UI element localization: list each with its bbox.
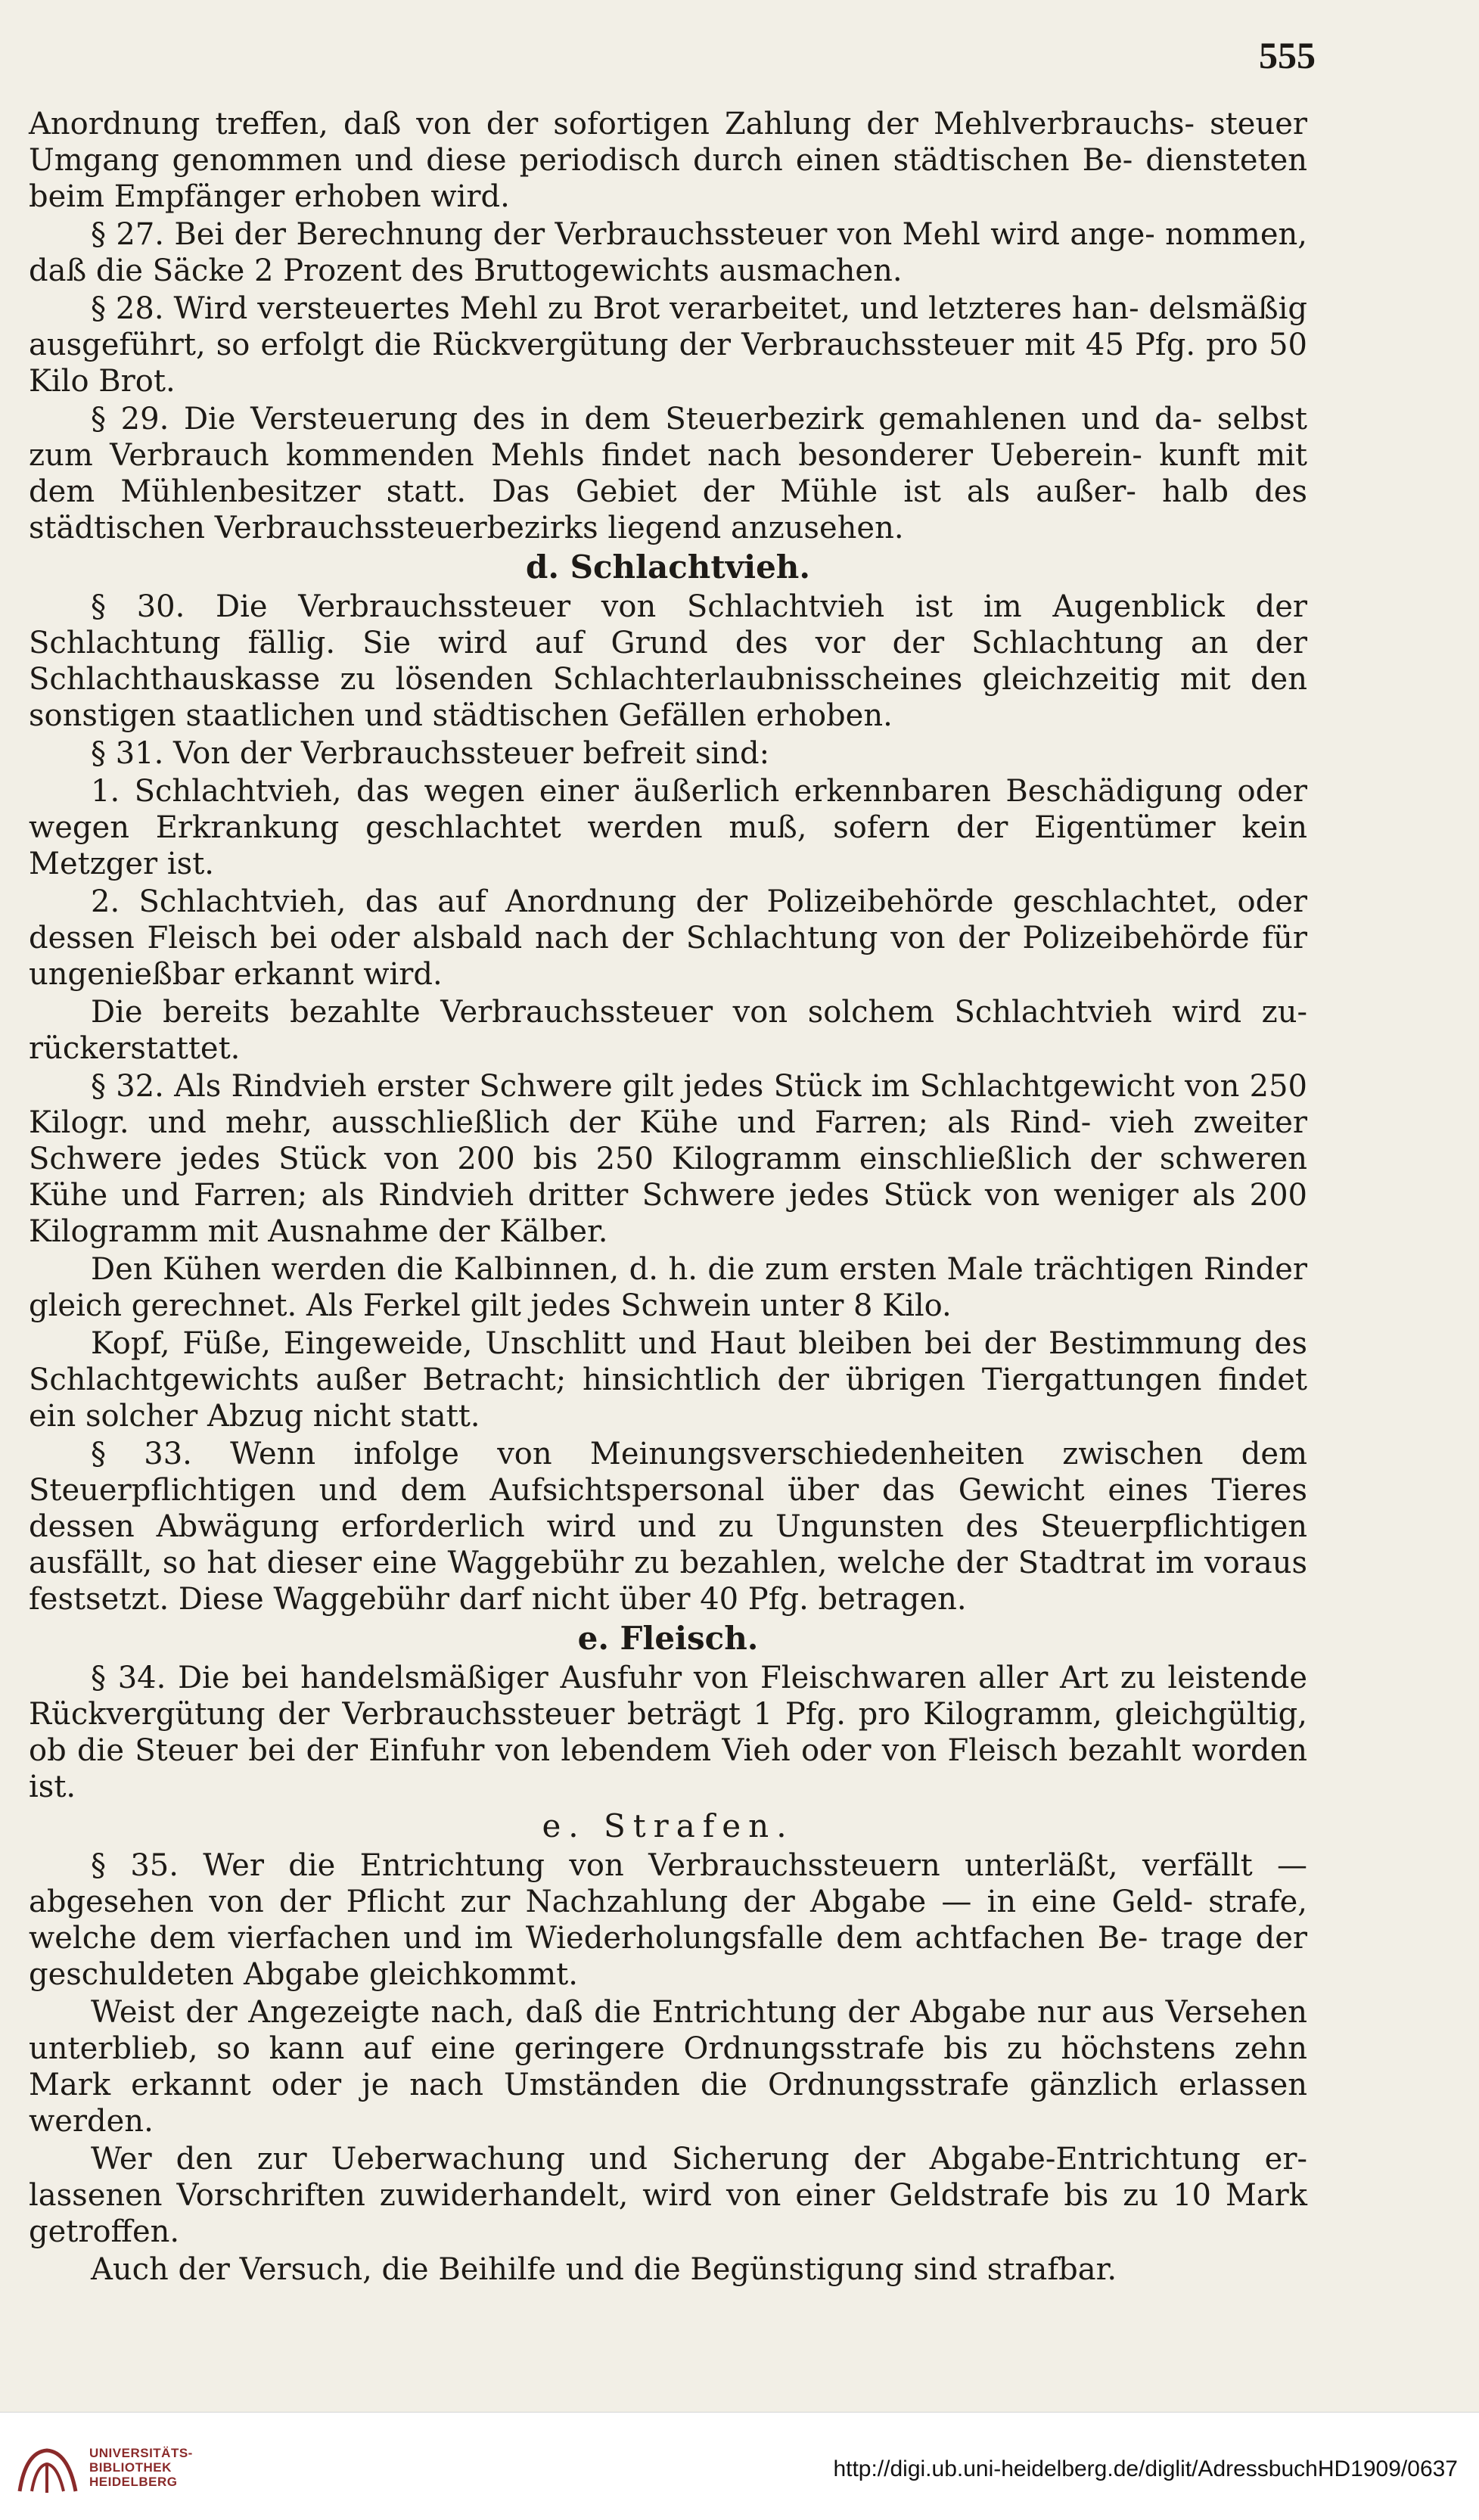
document-body xyxy=(29,106,1307,2289)
section-heading-fleisch: e. Fleisch. xyxy=(577,1620,759,1657)
paragraph: § 27. Bei der Berechnung der Verbrauchssteuer von Mehl wird ange- nommen, daß die Säcke 2 Prozent des Bruttogewichts ausmachen. xyxy=(29,217,1307,288)
paragraph: Wer den zur Ueberwachung und Sicherung der Abgabe-Entrichtung er- lassenen Vorschriften zuwiderhandelt, wird von einer Geldstrafe bis zu 10 Mark getroffen. xyxy=(29,2142,1307,2249)
paragraph: § 35. Wer die Entrichtung von Verbrauchssteuern unterläßt, verfällt — abgesehen von der Pflicht zur Nachzahlung der Abgabe — in eine Geld- strafe, welche dem vierfachen und im Wiederholungsfalle dem achtfachen Be- trage der geschuldeten Abgabe gleichkommt. xyxy=(29,1848,1307,1992)
section-heading-strafen: e. Strafen. xyxy=(542,1807,794,1844)
paragraph: § 34. Die bei handelsmäßiger Ausfuhr von Fleischwaren aller Art zu leistende Rückvergütung der Verbrauchssteuer beträgt 1 Pfg. pro Kilogramm, gleichgültig, ob die Steuer bei der Einfuhr von lebendem Vieh oder von Fleisch bezahlt worden ist. xyxy=(29,1661,1307,1804)
paragraph: Den Kühen werden die Kalbinnen, d. h. die zum ersten Male trächtigen Rinder gleich gerechnet. Als Ferkel gilt jedes Schwein unter 8 Kilo. xyxy=(29,1252,1307,1323)
university-seal-icon xyxy=(15,2446,80,2497)
paragraph: § 33. Wenn infolge von Meinungsverschiedenheiten zwischen dem Steuerpflichtigen und dem Aufsichtspersonal über das Gewicht eines Tieres dessen Abwägung erforderlich wird und zu Ungunsten des Steuerpflichtigen ausfällt, so hat dieser eine Waggebühr zu bezahlen, welche der Stadtrat im voraus festsetzt. Diese Waggebühr darf nicht über 40 Pfg. betragen. xyxy=(29,1437,1307,1617)
paragraph: § 28. Wird versteuertes Mehl zu Brot verarbeitet, und letzteres han- delsmäßig ausgeführt, so erfolgt die Rückvergütung der Verbrauchssteuer mit 45 Pfg. pro 50 Kilo Brot. xyxy=(29,291,1307,399)
list-item: 2. Schlachtvieh, das auf Anordnung der Polizeibehörde geschlachtet, oder dessen Fleisch bei oder alsbald nach der Schlachtung von der Polizeibehörde für ungenießbar erkannt wird. xyxy=(29,884,1307,992)
logo-line: UNIVERSITÄTS- xyxy=(89,2446,193,2460)
source-url-link[interactable]: http://digi.ub.uni-heidelberg.de/diglit/AdressbuchHD1909/0637 xyxy=(833,2456,1458,2481)
paragraph: § 32. Als Rindvieh erster Schwere gilt jedes Stück im Schlachtgewicht von 250 Kilogr. und mehr, ausschließlich der Kühe und Farren; als Rind- vieh zweiter Schwere jedes Stück von 200 bis 250 Kilogramm einschließlich der schweren Kühe und Farren; als Rindvieh dritter Schwere jedes Stück von weniger als 200 Kilogramm mit Ausnahme der Kälber. xyxy=(29,1069,1307,1249)
list-item: 1. Schlachtvieh, das wegen einer äußerlich erkennbaren Beschädigung oder wegen Erkrankung geschlachtet werden muß, sofern der Eigentümer kein Metzger ist. xyxy=(29,774,1307,881)
paragraph: § 30. Die Verbrauchssteuer von Schlachtvieh ist im Augenblick der Schlachtung fällig. Sie wird auf Grund des vor der Schlachtung an der Schlachthauskasse zu lösenden Schlachterlaubnisscheines gleichzeitig mit den sonstigen staatlichen und städtischen Gefällen erhoben. xyxy=(29,589,1307,733)
paragraph: Kopf, Füße, Eingeweide, Unschlitt und Haut bleiben bei der Bestimmung des Schlachtgewichts außer Betracht; hinsichtlich der übrigen Tiergattungen findet ein solcher Abzug nicht statt. xyxy=(29,1326,1307,1434)
footer-bar xyxy=(0,2412,1479,2520)
page-number: 555 xyxy=(1259,34,1316,76)
paragraph: § 31. Von der Verbrauchssteuer befreit sind: xyxy=(91,736,770,771)
paragraph: Die bereits bezahlte Verbrauchssteuer von solchem Schlachtvieh wird zu- rückerstattet. xyxy=(29,995,1307,1066)
section-heading-schlachtvieh: d. Schlachtvieh. xyxy=(526,548,810,586)
logo-line: BIBLIOTHEK xyxy=(89,2460,172,2475)
paragraph: Weist der Angezeigte nach, daß die Entrichtung der Abgabe nur aus Versehen unterblieb, so kann auf eine geringere Ordnungsstrafe bis zu höchstens zehn Mark erkannt oder je nach Umständen die Ordnungsstrafe gänzlich erlassen werden. xyxy=(29,1995,1307,2139)
paragraph: § 29. Die Versteuerung des in dem Steuerbezirk gemahlenen und da- selbst zum Verbrauch kommenden Mehls findet nach besonderer Ueberein- kunft mit dem Mühlenbesitzer statt. Das Gebiet der Mühle ist als außer- halb des städtischen Verbrauchssteuerbezirks liegend anzusehen. xyxy=(29,402,1307,545)
library-logo-text xyxy=(89,2446,193,2489)
paragraph: Auch der Versuch, die Beihilfe und die Begünstigung sind strafbar. xyxy=(91,2252,1117,2287)
paragraph: Anordnung treffen, daß von der sofortigen Zahlung der Mehlverbrauchs- steuer Umgang genommen und diese periodisch durch einen städtischen Be- diensteten beim Empfänger erhoben wird. xyxy=(29,107,1307,214)
logo-line: HEIDELBERG xyxy=(89,2475,178,2489)
